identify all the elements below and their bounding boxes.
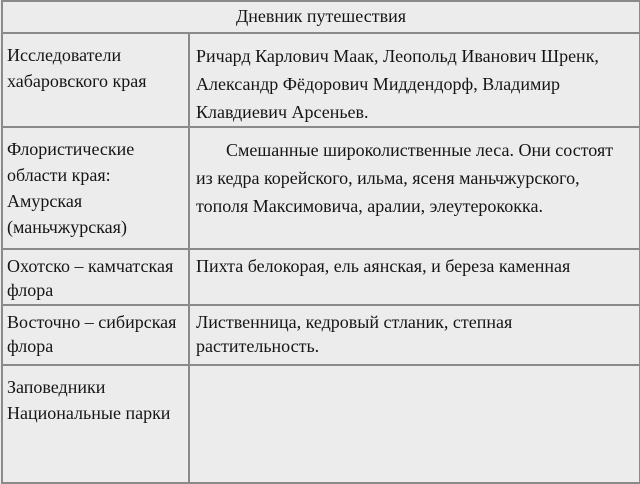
row-label: Флористические области края: Амурская (маньчжурская) bbox=[2, 127, 189, 249]
table-title: Дневник путешествия bbox=[2, 1, 640, 33]
table-row bbox=[2, 127, 640, 249]
row-value: Лиственница, кедровый стланик, степная растительность. bbox=[189, 305, 640, 365]
row-value: Пихта белокорая, ель аянская, и береза каменная bbox=[189, 249, 640, 305]
travel-diary-table bbox=[1, 0, 640, 484]
row-label: Исследователи хабаровского края bbox=[2, 33, 189, 127]
table-title-row bbox=[2, 1, 640, 33]
row-value-empty bbox=[189, 365, 640, 483]
table-row bbox=[2, 365, 640, 483]
table-row bbox=[2, 33, 640, 127]
row-label: Восточно – сибирская флора bbox=[2, 305, 189, 365]
table-row bbox=[2, 305, 640, 365]
row-value: Ричард Карлович Маак, Леопольд Иванович Шренк, Александр Фёдорович Миддендорф, Владимир Клавдиевич Арсеньев. bbox=[189, 33, 640, 127]
table-row bbox=[2, 249, 640, 305]
row-label: Заповедники Национальные парки bbox=[2, 365, 189, 483]
row-label: Охотско – камчатская флора bbox=[2, 249, 189, 305]
row-value: Смешанные широколиственные леса. Они состоят из кедра корейского, ильма, ясеня маньчжурского, тополя Максимовича, аралии, элеутерококка. bbox=[189, 127, 640, 249]
